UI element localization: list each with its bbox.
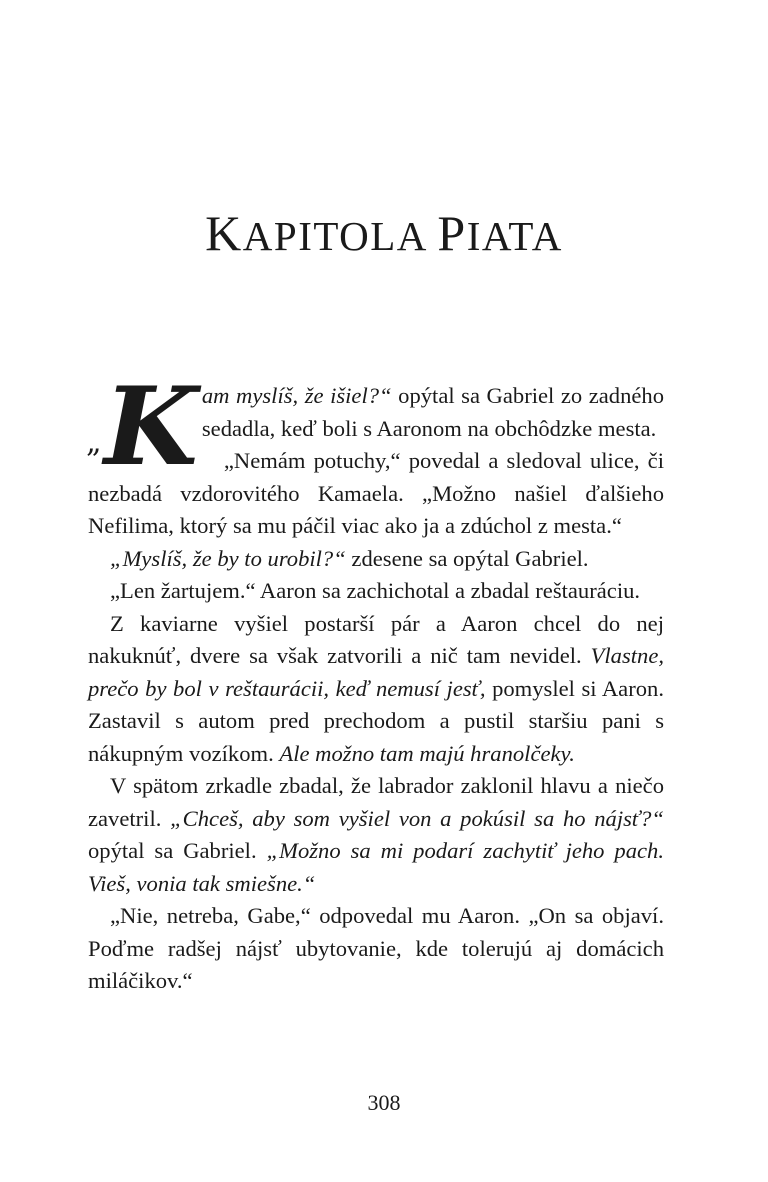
p5-italic-d: Ale možno tam majú hranolčeky.: [279, 740, 575, 766]
title-word-kapitola: APITOLA: [242, 213, 438, 259]
chapter-title: [0, 204, 768, 262]
p1-text: opýtal sa Gabriel zo zadného sedadla, keď boli s Aaronom na obchôdzke mesta.: [201, 383, 664, 441]
p3-text: zdesene sa opýtal Gabriel.: [345, 545, 589, 571]
paragraph-1: [86, 364, 664, 490]
p5-text-c: pomyslel si Aaron. Zastavil s autom pred prechodom a pustil staršiu pani s nákupným vozíkom.: [88, 675, 664, 766]
title-word-piata: IATA: [466, 213, 563, 259]
drop-cap-quote: „: [86, 425, 102, 460]
drop-cap-letter: K: [104, 364, 198, 490]
paragraph-5: [88, 608, 664, 771]
paragraph-6: [88, 770, 664, 900]
paragraph-3: [88, 543, 664, 576]
title-initial-k: K: [205, 205, 243, 261]
paragraph-2: „Nemám potuchy,“ povedal a sledoval ulice, či nezbadá vzdorovitého Kamaela. „Možno našiel ďalšieho Nefilima, ktorý sa mu páčil viac ako ja a zdúchol z mesta.“: [88, 448, 664, 538]
drop-cap: [86, 364, 198, 490]
p5-italic-b: Vlastne, prečo by bol v reštaurácii, keď nemusí jesť,: [88, 643, 664, 701]
paragraph-4: „Len žartujem.“ Aaron sa zachichotal a zbadal reštauráciu.: [110, 578, 641, 603]
paragraph-7: „Nie, netreba, Gabe,“ odpovedal mu Aaron. „On sa objaví. Poďme radšej nájsť ubytovanie, kde tolerujú aj domácich miláčikov.“: [88, 903, 664, 993]
p6-italic-d: „Možno sa mi podarí zachytiť jeho pach. Vieš, vonia tak smiešne.“: [88, 838, 664, 896]
body-text: [86, 364, 664, 998]
page-number: 308: [367, 1090, 401, 1115]
p6-text-a: V spätom zrkadle zbadal, že labrador zaklonil hlavu a niečo zavetril.: [88, 773, 664, 831]
p1-italic: am myslíš, že išiel?“: [201, 383, 392, 408]
p6-italic-b: „Chceš, aby som vyšiel von a pokúsil sa ho nájsť?“: [170, 805, 664, 831]
p5-text-a: Z kaviarne vyšiel postarší pár a Aaron chcel do nej nakuknúť, dvere sa však zatvorili a nič tam nevidel.: [88, 610, 664, 668]
p3-italic: „Myslíš, že by to urobil?“: [110, 545, 346, 571]
title-initial-p: P: [437, 205, 467, 261]
p6-text-c: opýtal sa Gabriel.: [88, 838, 267, 863]
